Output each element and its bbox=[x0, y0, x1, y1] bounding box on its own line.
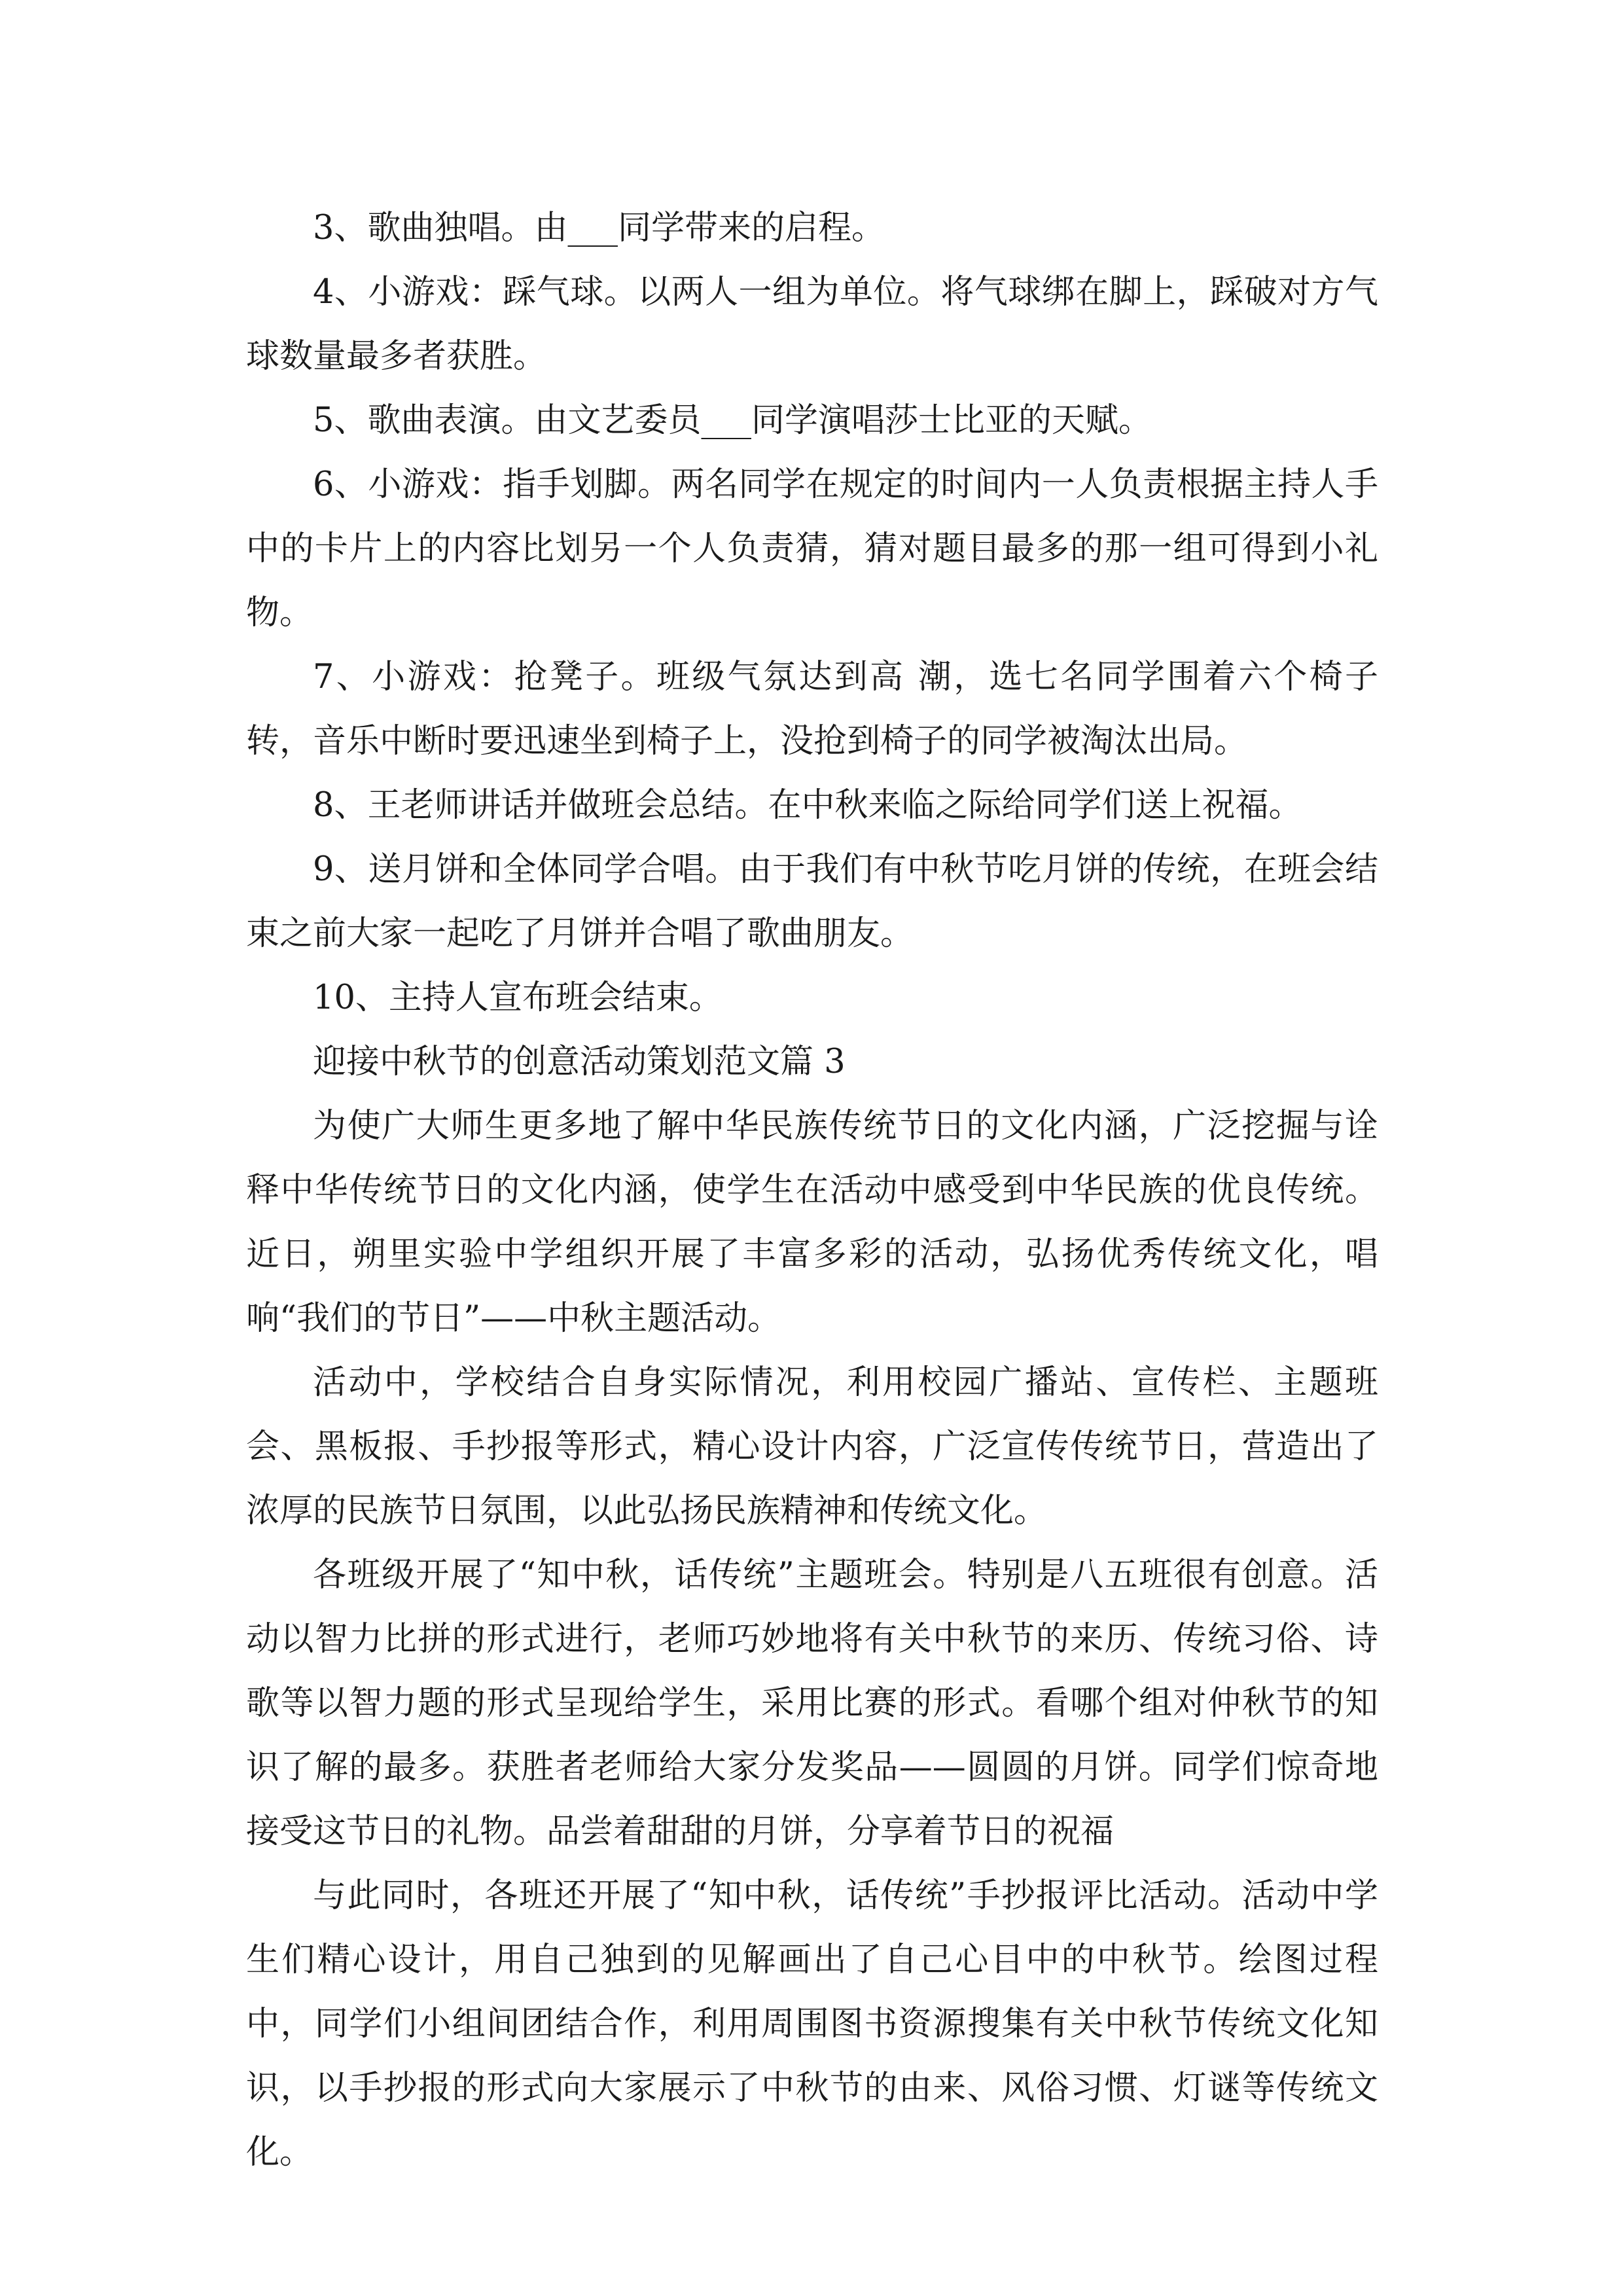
program-item-9: 9、送月饼和全体同学合唱。由于我们有中秋节吃月饼的传统，在班会结束之前大家一起吃了月饼并合唱了歌曲朋友。 bbox=[246, 850, 1378, 953]
section-paragraph: 活动中，学校结合自身实际情况，利用校园广播站、宣传栏、主题班会、黑板报、手抄报等形式，精心设计内容，广泛宣传传统节日，营造出了浓厚的民族节日氛围，以此弘扬民族精神和传统文化。 bbox=[246, 1363, 1378, 1530]
program-item-4: 4、小游戏：踩气球。以两人一组为单位。将气球绑在脚上，踩破对方气球数量最多者获胜。 bbox=[246, 273, 1378, 376]
program-item-8: 8、王老师讲话并做班会总结。在中秋来临之际给同学们送上祝福。 bbox=[313, 786, 1302, 825]
program-item-7: 7、小游戏：抢凳子。班级气氛达到高 潮，选七名同学围着六个椅子转，音乐中断时要迅速坐到椅子上，没抢到椅子的同学被淘汰出局。 bbox=[246, 658, 1378, 761]
section-paragraph: 为使广大师生更多地了解中华民族传统节日的文化内涵，广泛挖掘与诠释中华传统节日的文化内涵，使学生在活动中感受到中华民族的优良传统。近日，朔里实验中学组织开展了丰富多彩的活动，弘扬优秀传统文化，唱响“我们的节日”——中秋主题活动。 bbox=[246, 1107, 1378, 1338]
section-paragraph: 与此同时，各班还开展了“知中秋，话传统”手抄报评比活动。活动中学生们精心设计，用自己独到的见解画出了自己心目中的中秋节。绘图过程中，同学们小组间团结合作，利用周围图书资源搜集有关中秋节传统文化知识，以手抄报的形式向大家展示了中秋节的由来、风俗习惯、灯谜等传统文化。 bbox=[246, 1876, 1378, 2172]
section-title: 迎接中秋节的创意活动策划范文篇 3 bbox=[313, 1043, 846, 1081]
program-item-3: 3、歌曲独唱。由___同学带来的启程。 bbox=[313, 209, 885, 247]
program-item-6: 6、小游戏：指手划脚。两名同学在规定的时间内一人负责根据主持人手中的卡片上的内容比划另一个人负责猜，猜对题目最多的那一组可得到小礼物。 bbox=[246, 465, 1378, 632]
program-item-10: 10、主持人宣布班会结束。 bbox=[313, 978, 722, 1017]
program-item-5: 5、歌曲表演。由文艺委员___同学演唱莎士比亚的天赋。 bbox=[313, 401, 1152, 440]
section-paragraph: 各班级开展了“知中秋，话传统”主题班会。特别是八五班很有创意。活动以智力比拼的形式进行，老师巧妙地将有关中秋节的来历、传统习俗、诗歌等以智力题的形式呈现给学生，采用比赛的形式。看哪个组对仲秋节的知识了解的最多。获胜者老师给大家分发奖品——圆圆的月饼。同学们惊奇地接受这节日的礼物。品尝着甜甜的月饼，分享着节日的祝福 bbox=[246, 1556, 1378, 1851]
document-body bbox=[246, 196, 1378, 2185]
